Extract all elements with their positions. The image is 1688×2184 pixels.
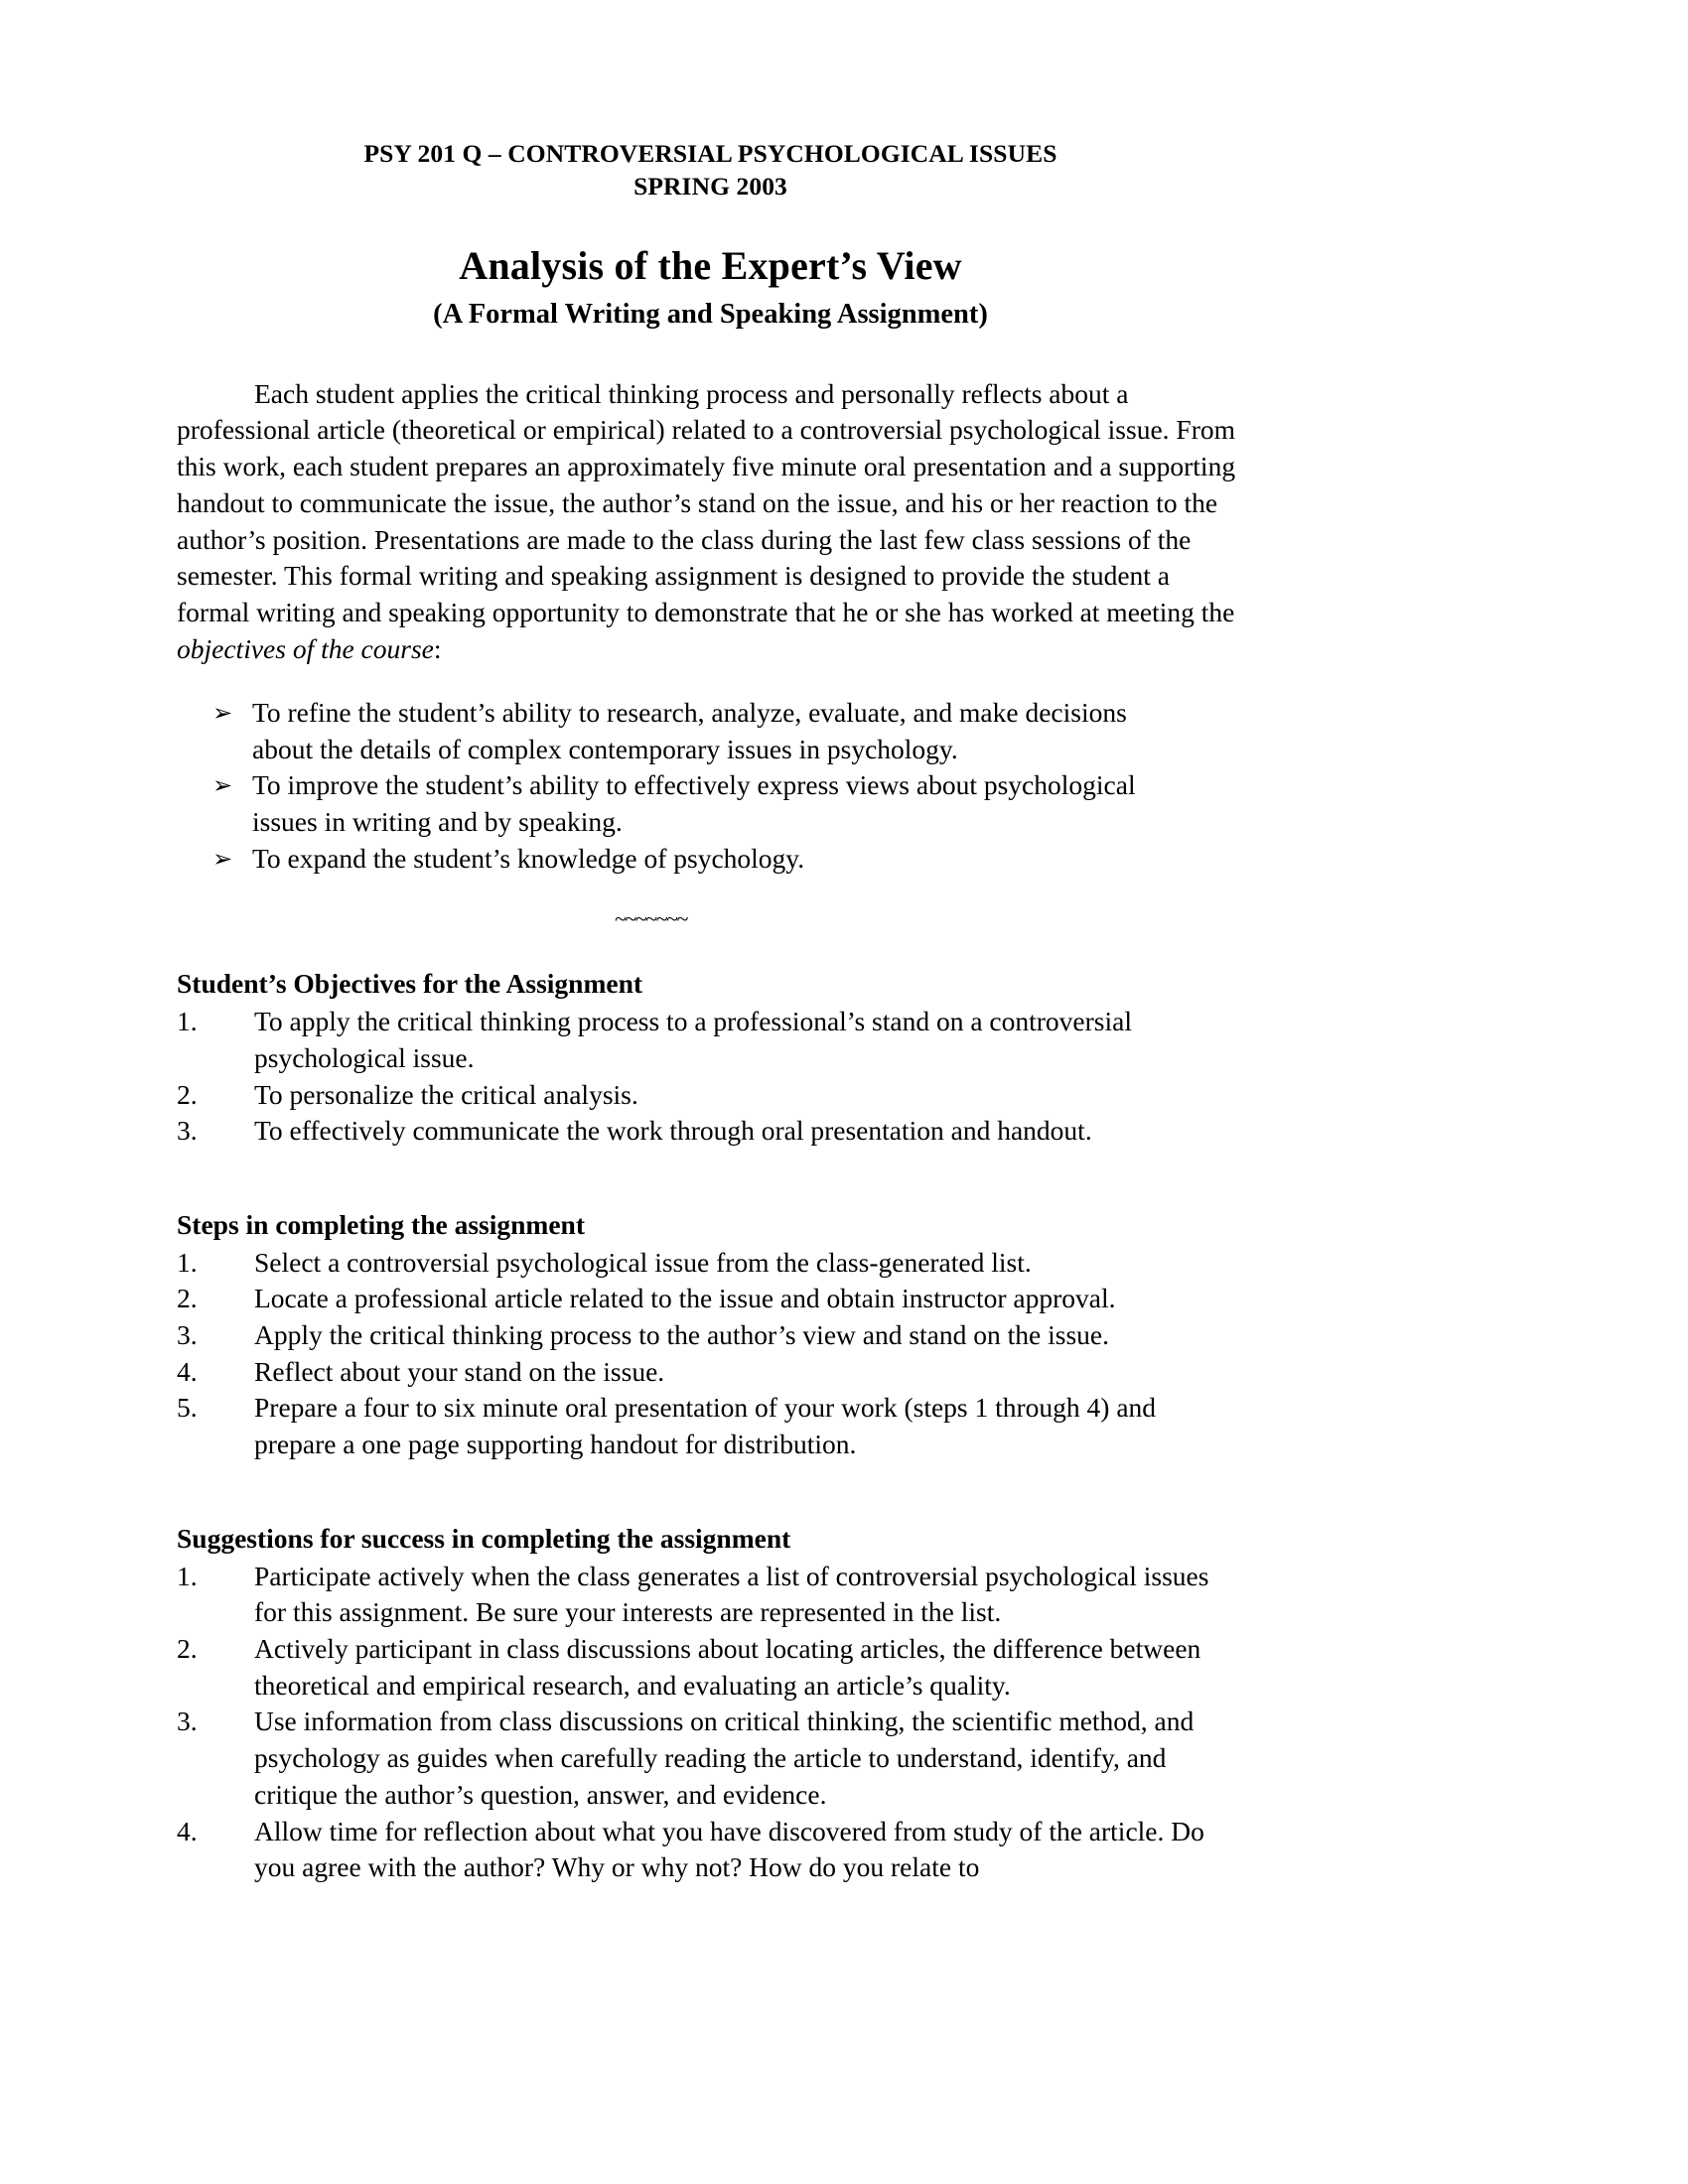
course-header-line-2: SPRING 2003 [633,172,787,202]
document-content [177,137,1244,1886]
document-section [177,1207,1244,1463]
list-item-label: To expand the student’s knowledge of psychology. [252,842,805,874]
list-item-label: Use information from class discussions on critical thinking, the scientific method, and psychology as guides when carefully reading the article to understand, identify, and critique the author’s question, answer, and evidence. [254,1706,1195,1810]
list-item-number: 3. [177,1115,198,1147]
list-item-number: 2. [177,1633,198,1665]
list-item-label: Reflect about your stand on the issue. [254,1355,665,1387]
list-item-label: To effectively communicate the work through oral presentation and handout. [254,1115,1092,1147]
list-item-label: To personalize the critical analysis. [254,1078,638,1110]
list-item-number: 4. [177,1815,198,1846]
numbered-list [177,1004,1244,1150]
intro-text-after: : [433,632,442,664]
list-item [177,695,1244,767]
list-item-label: To refine the student’s ability to research, analyze, evaluate, and make decisions about the details of complex contemporary issues in psychology. [252,696,1127,764]
list-item-label: Select a controversial psychological issue from the class-generated list. [254,1246,1032,1278]
numbered-list [177,1559,1244,1886]
course-header [177,137,1244,203]
list-item [177,1559,1244,1631]
list-item-label: Allow time for reflection about what you have discovered from study of the article. Do you agree with the author? Why or why not? How do you relate to [254,1815,1204,1883]
list-item-label: To apply the critical thinking process to a professional’s stand on a controversial psychological issue. [254,1006,1132,1073]
list-item-number: 3. [177,1706,198,1737]
course-header-line-1: PSY 201 Q – CONTROVERSIAL PSYCHOLOGICAL ISSUES [363,139,1057,168]
section-separator: ~~~~~~~ [615,906,687,932]
list-item [177,1814,1244,1886]
list-item-number: 3. [177,1319,198,1351]
list-item [177,1631,1244,1704]
list-item-number: 1. [177,1246,198,1278]
page-subtitle: (A Formal Writing and Speaking Assignment) [433,299,988,331]
list-item-number: 2. [177,1078,198,1110]
list-item [177,1390,1244,1462]
section-heading: Suggestions for success in completing the assignment [177,1522,791,1554]
course-objectives-list [177,695,1244,878]
list-item-label: Apply the critical thinking process to the author’s view and stand on the issue. [254,1319,1109,1351]
list-item-label: Actively participant in class discussions about locating articles, the difference between theoretical and empirical research, and evaluating an article’s quality. [254,1633,1201,1701]
list-item-label: Prepare a four to six minute oral presentation of your work (steps 1 through 4) and prepare a one page supporting handout for distribution. [254,1392,1157,1460]
list-item [177,1245,1244,1282]
list-item [177,1354,1244,1391]
list-item [177,1004,1244,1076]
document-section [177,1521,1244,1886]
sections-container [177,966,1244,1886]
numbered-list [177,1245,1244,1463]
list-item-label: Locate a professional article related to the issue and obtain instructor approval. [254,1283,1116,1314]
list-item-number: 1. [177,1560,198,1591]
arrow-bullet-icon: ➢ [212,698,233,727]
intro-paragraph [177,376,1244,668]
list-item-number: 4. [177,1355,198,1387]
intro-italic-phrase: objectives of the course [177,632,434,664]
intro-text-before: Each student applies the critical thinking process and personally reflects about a professional article (theoretical or empirical) related to a controversial psychological issue. From this work, each student prepares an approximately five minute oral presentation and a supporting handout to communicate the issue, the author’s stand on the issue, and his or her reaction to the author’s position. Presentations are made to the class during the last few class sessions of the semester. This formal writing and speaking assignment is designed to provide the student a formal writing and speaking opportunity to demonstrate that he or she has worked at meeting the [177,377,1236,627]
arrow-bullet-icon: ➢ [212,844,233,873]
list-item [177,1317,1244,1354]
document-section [177,966,1244,1150]
arrow-bullet-icon: ➢ [212,771,233,800]
list-item-number: 1. [177,1006,198,1037]
list-item-label: To improve the student’s ability to effectively express views about psychological issues in writing and by speaking. [252,769,1136,837]
list-item [177,1704,1244,1813]
list-item [177,1077,1244,1114]
list-item [177,1281,1244,1317]
list-item-number: 2. [177,1283,198,1314]
section-heading: Student’s Objectives for the Assignment [177,968,643,1000]
list-item [177,841,1244,878]
list-item-number: 5. [177,1392,198,1424]
section-heading: Steps in completing the assignment [177,1208,585,1240]
list-item [177,767,1244,840]
list-item [177,1113,1244,1150]
page-title: Analysis of the Expert’s View [459,243,962,289]
list-item-label: Participate actively when the class generates a list of controversial psychological issues for this assignment. Be sure your interests are represented in the list. [254,1560,1209,1628]
